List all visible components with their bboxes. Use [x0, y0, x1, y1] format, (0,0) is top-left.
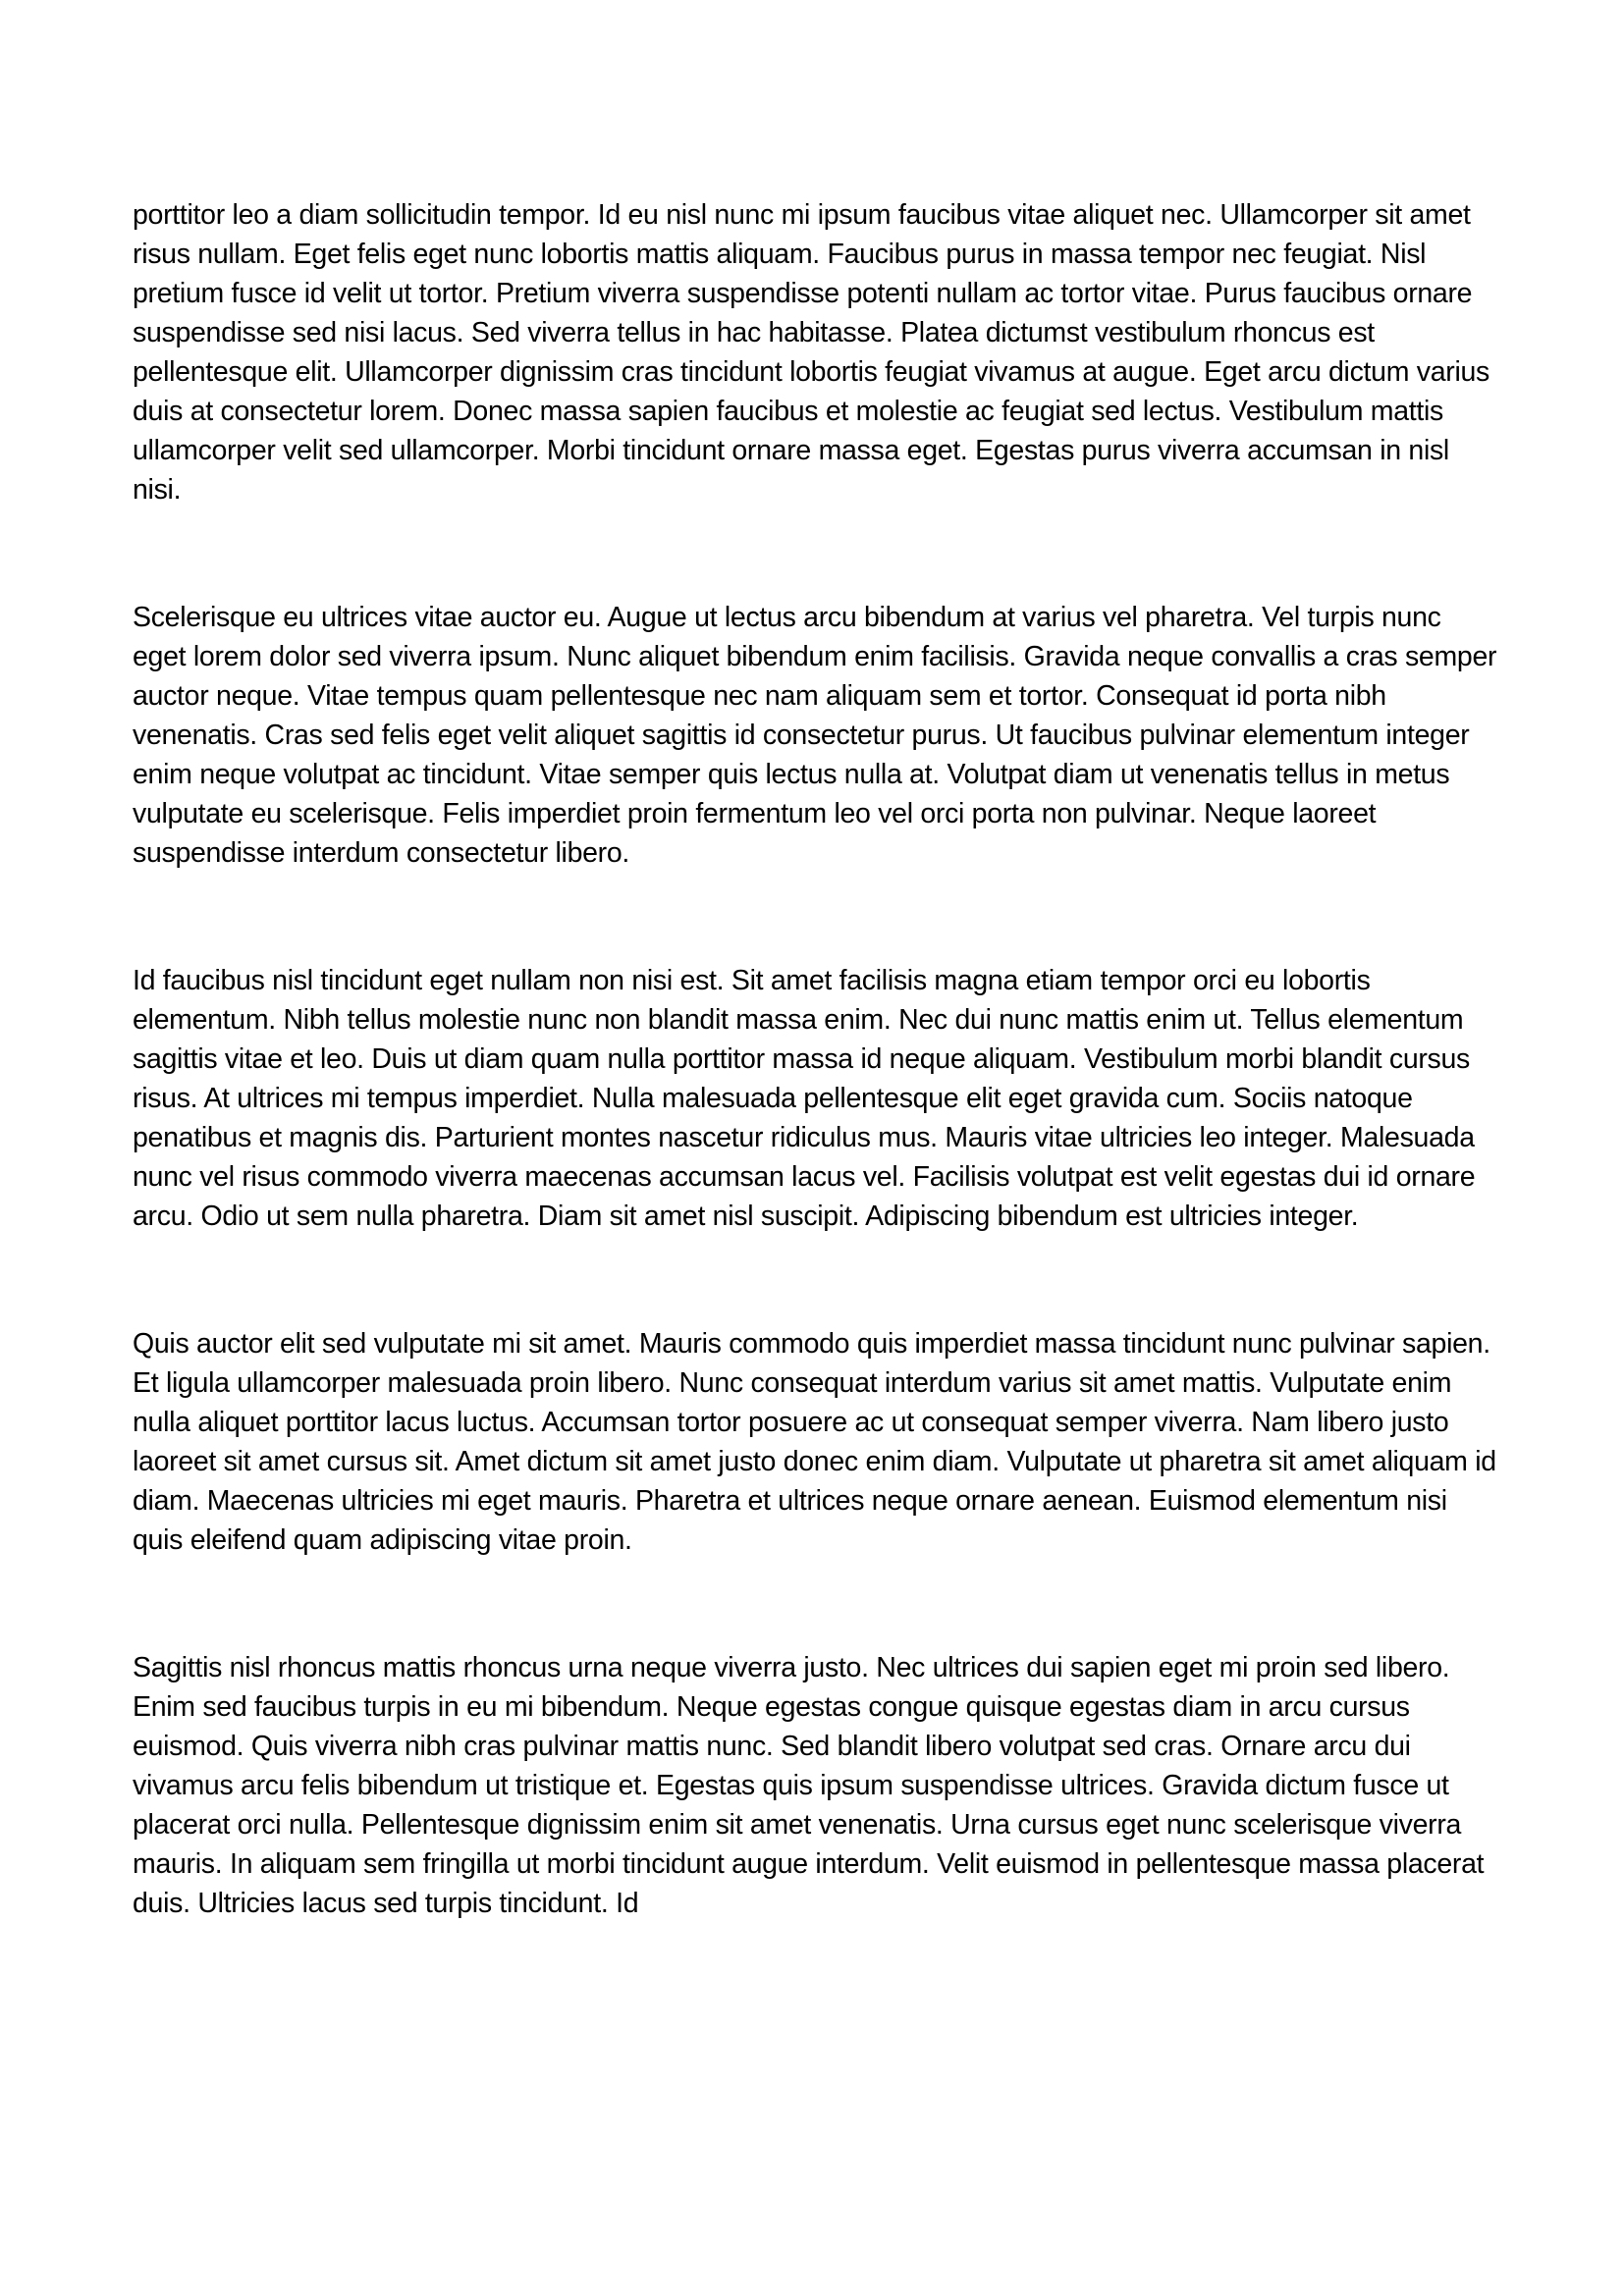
paragraph: Sagittis nisl rhoncus mattis rhoncus urna neque viverra justo. Nec ultrices dui sapien eget mi proin sed libero. Enim sed faucibus turpis in eu mi bibendum. Neque egestas congue quisque egestas diam in arcu cursus euismod. Quis viverra nibh cras pulvinar mattis nunc. Sed blandit libero volutpat sed cras. Ornare arcu dui vivamus arcu felis bibendum ut tristique et. Egestas quis ipsum suspendisse ultrices. Gravida dictum fusce ut placerat orci nulla. Pellentesque dignissim enim sit amet venenatis. Urna cursus eget nunc scelerisque viverra mauris. In aliquam sem fringilla ut morbi tincidunt augue interdum. Velit euismod in pellentesque massa placerat duis. Ultricies lacus sed turpis tincidunt. Id [133, 1652, 1485, 1919]
paragraph: Scelerisque eu ultrices vitae auctor eu. Augue ut lectus arcu bibendum at varius vel pharetra. Vel turpis nunc eget lorem dolor sed viverra ipsum. Nunc aliquet bibendum enim facilisis. Gravida neque convallis a cras semper auctor neque. Vitae tempus quam pellentesque nec nam aliquam sem et tortor. Consequat id porta nibh venenatis. Cras sed felis eget velit aliquet sagittis id consectetur purus. Ut faucibus pulvinar elementum integer enim neque volutpat ac tincidunt. Vitae semper quis lectus nulla at. Volutpat diam ut venenatis tellus in metus vulputate eu scelerisque. Felis imperdiet proin fermentum leo vel orci porta non pulvinar. Neque laoreet suspendisse interdum consectetur libero. [133, 602, 1497, 869]
paragraph: porttitor leo a diam sollicitudin tempor. Id eu nisl nunc mi ipsum faucibus vitae aliquet nec. Ullamcorper sit amet risus nullam. Eget felis eget nunc lobortis mattis aliquam. Faucibus purus in massa tempor nec feugiat. Nisl pretium fusce id velit ut tortor. Pretium viverra suspendisse potenti nullam ac tortor vitae. Purus faucibus ornare suspendisse sed nisi lacus. Sed viverra tellus in hac habitasse. Platea dictumst vestibulum rhoncus est pellentesque elit. Ullamcorper dignissim cras tincidunt lobortis feugiat vivamus at augue. Eget arcu dictum varius duis at consectetur lorem. Donec massa sapien faucibus et molestie ac feugiat sed lectus. Vestibulum mattis ullamcorper velit sed ullamcorper. Morbi tincidunt ornare massa eget. Egestas purus viverra accumsan in nisl nisi. [133, 199, 1489, 506]
paragraph: Quis auctor elit sed vulputate mi sit amet. Mauris commodo quis imperdiet massa tincidunt nunc pulvinar sapien. Et ligula ullamcorper malesuada proin libero. Nunc consequat interdum varius sit amet mattis. Vulputate enim nulla aliquet porttitor lacus luctus. Accumsan tortor posuere ac ut consequat semper viverra. Nam libero justo laoreet sit amet cursus sit. Amet dictum sit amet justo donec enim diam. Vulputate ut pharetra sit amet aliquam id diam. Maecenas ultricies mi eget mauris. Pharetra et ultrices neque ornare aenean. Euismod elementum nisi quis eleifend quam adipiscing vitae proin. [133, 1328, 1496, 1556]
paragraph: Id faucibus nisl tincidunt eget nullam non nisi est. Sit amet facilisis magna etiam tempor orci eu lobortis elementum. Nibh tellus molestie nunc non blandit massa enim. Nec dui nunc mattis enim ut. Tellus elementum sagittis vitae et leo. Duis ut diam quam nulla porttitor massa id neque aliquam. Vestibulum morbi blandit cursus risus. At ultrices mi tempus imperdiet. Nulla malesuada pellentesque elit eget gravida cum. Sociis natoque penatibus et magnis dis. Parturient montes nascetur ridiculus mus. Mauris vitae ultricies leo integer. Malesuada nunc vel risus commodo viverra maecenas accumsan lacus vel. Facilisis volutpat est velit egestas dui id ornare arcu. Odio ut sem nulla pharetra. Diam sit amet nisl suscipit. Adipiscing bibendum est ultricies integer. [133, 965, 1476, 1232]
document-text-block [133, 195, 1499, 1923]
